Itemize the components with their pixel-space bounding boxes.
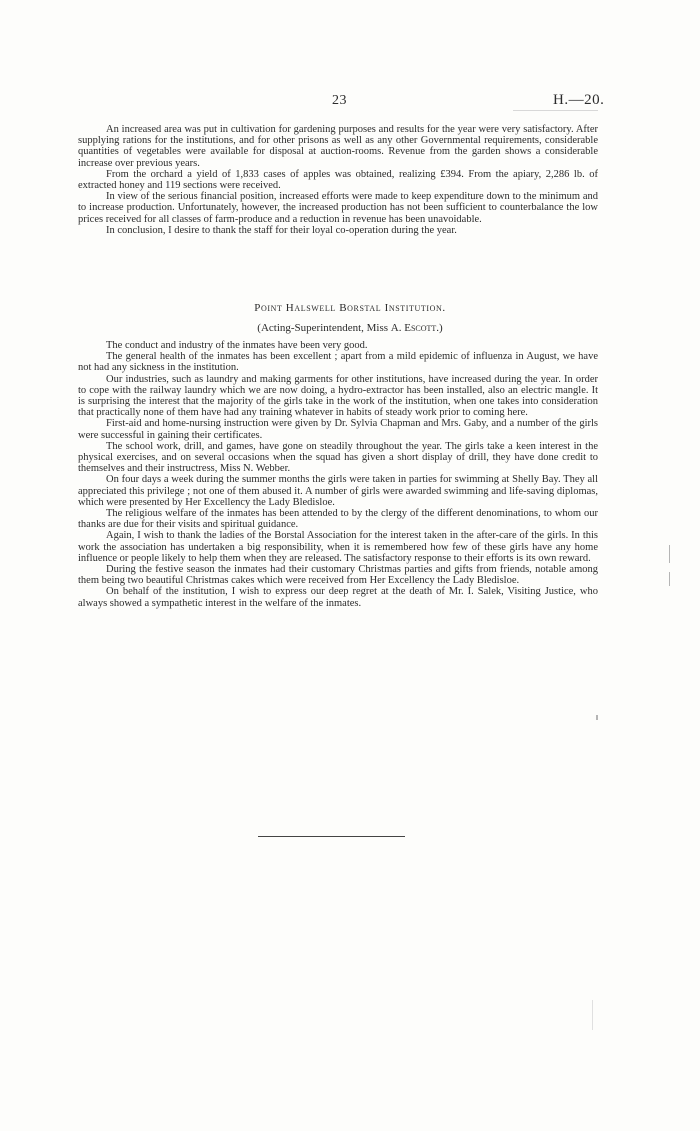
paragraph: On behalf of the institution, I wish to express our deep regret at the death of Mr. I. Salek, Visiting Justice, who always showed a sympathetic interest in the welfare of the inmates. (78, 586, 598, 609)
paragraph: In conclusion, I desire to thank the staff for their loyal co-operation during the year. (106, 224, 457, 236)
paragraph: The general health of the inmates has been excellent ; apart from a mild epidemic of influenza in August, we have not had any sickness in the institution. (78, 351, 598, 374)
header-rule (513, 110, 598, 111)
paragraph: An increased area was put in cultivation for gardening purposes and results for the year were very satisfactory. After supplying rations for the institutions, and for other prisons as well as any other Governmental requirements, considerable quantities of vegetables were available for disposal at auction-rooms. Revenue from the garden shows a considerable increase over previous years. (78, 124, 598, 169)
subheading-prefix: (Acting-Superintendent, Miss (257, 322, 391, 334)
paragraph: The school work, drill, and games, have gone on steadily throughout the year. The girls take a keen interest in the physical exercises, and on several occasions when the squad has given a short display of drill, they have done credit to themselves and their instructress, Miss N. Webber. (78, 440, 598, 475)
paragraph: On four days a week during the summer months the girls were taken in parties for swimming at Shelly Bay. They all appreciated this privilege ; not one of them abused it. A number of girls were awarded swimming and life-saving diplomas, which were presented by Her Excellency the Lady Bledisloe. (78, 474, 598, 508)
paragraph: In view of the serious financial position, increased efforts were made to keep expenditure down to the minimum and to increase production. Unfortunately, however, the increased production has not been sufficient to counterbalance the low prices received for all classes of farm-produce and a reduction in revenue has been unavoidable. (78, 191, 598, 225)
paragraph: During the festive season the inmates had their customary Christmas parties and gifts from friends, notable among them being two beautiful Christmas cakes which were received from Her Excellency the Lady Bledisloe. (78, 564, 598, 587)
scan-speck (596, 715, 598, 720)
farm-report-section (78, 124, 598, 236)
scan-speck (592, 1000, 593, 1030)
end-rule (258, 836, 405, 837)
paragraph: The religious welfare of the inmates has been attended to by the clergy of the different denominations, to whom our thanks are due for their visits and spiritual guidance. (78, 508, 598, 531)
page-number: 23 (332, 93, 347, 108)
document-code: H.—20. (553, 92, 605, 108)
scan-speck (669, 545, 670, 563)
section-heading: Point Halswell Borstal Institution. (254, 302, 446, 314)
paragraph: Again, I wish to thank the ladies of the Borstal Association for the interest taken in the after-care of the girls. In this work the association has undertaken a big responsibility, when it is remembered how few of these girls have any home influence or people likely to help them when they are released. The satisfactory response to their efforts is its own reward. (78, 530, 598, 564)
paragraph: Our industries, such as laundry and making garments for other institutions, have increased during the year. In order to cope with the railway laundry which we are now doing, a hydro-extractor has been installed, also an electric mangle. It is surprising the interest that the majority of the girls take in the work of the institution, when one takes into consideration that practically none of them have had any training whatever in habits of steady work prior to coming here. (78, 373, 598, 419)
paragraph: The conduct and industry of the inmates have been very good. (106, 340, 368, 351)
paragraph: From the orchard a yield of 1,833 cases of apples was obtained, realizing £394. From the apiary, 2,286 lb. of extracted honey and 119 sections were received. (78, 168, 598, 192)
borstal-institution-section (78, 340, 598, 609)
subheading-suffix: .) (436, 322, 443, 334)
superintendent-name: A. Escott (390, 322, 437, 334)
section-subheading (0, 322, 700, 334)
scan-speck (669, 572, 670, 586)
paragraph: First-aid and home-nursing instruction were given by Dr. Sylvia Chapman and Mrs. Gaby, and a number of the girls were successful in gaining their certificates. (78, 418, 598, 441)
